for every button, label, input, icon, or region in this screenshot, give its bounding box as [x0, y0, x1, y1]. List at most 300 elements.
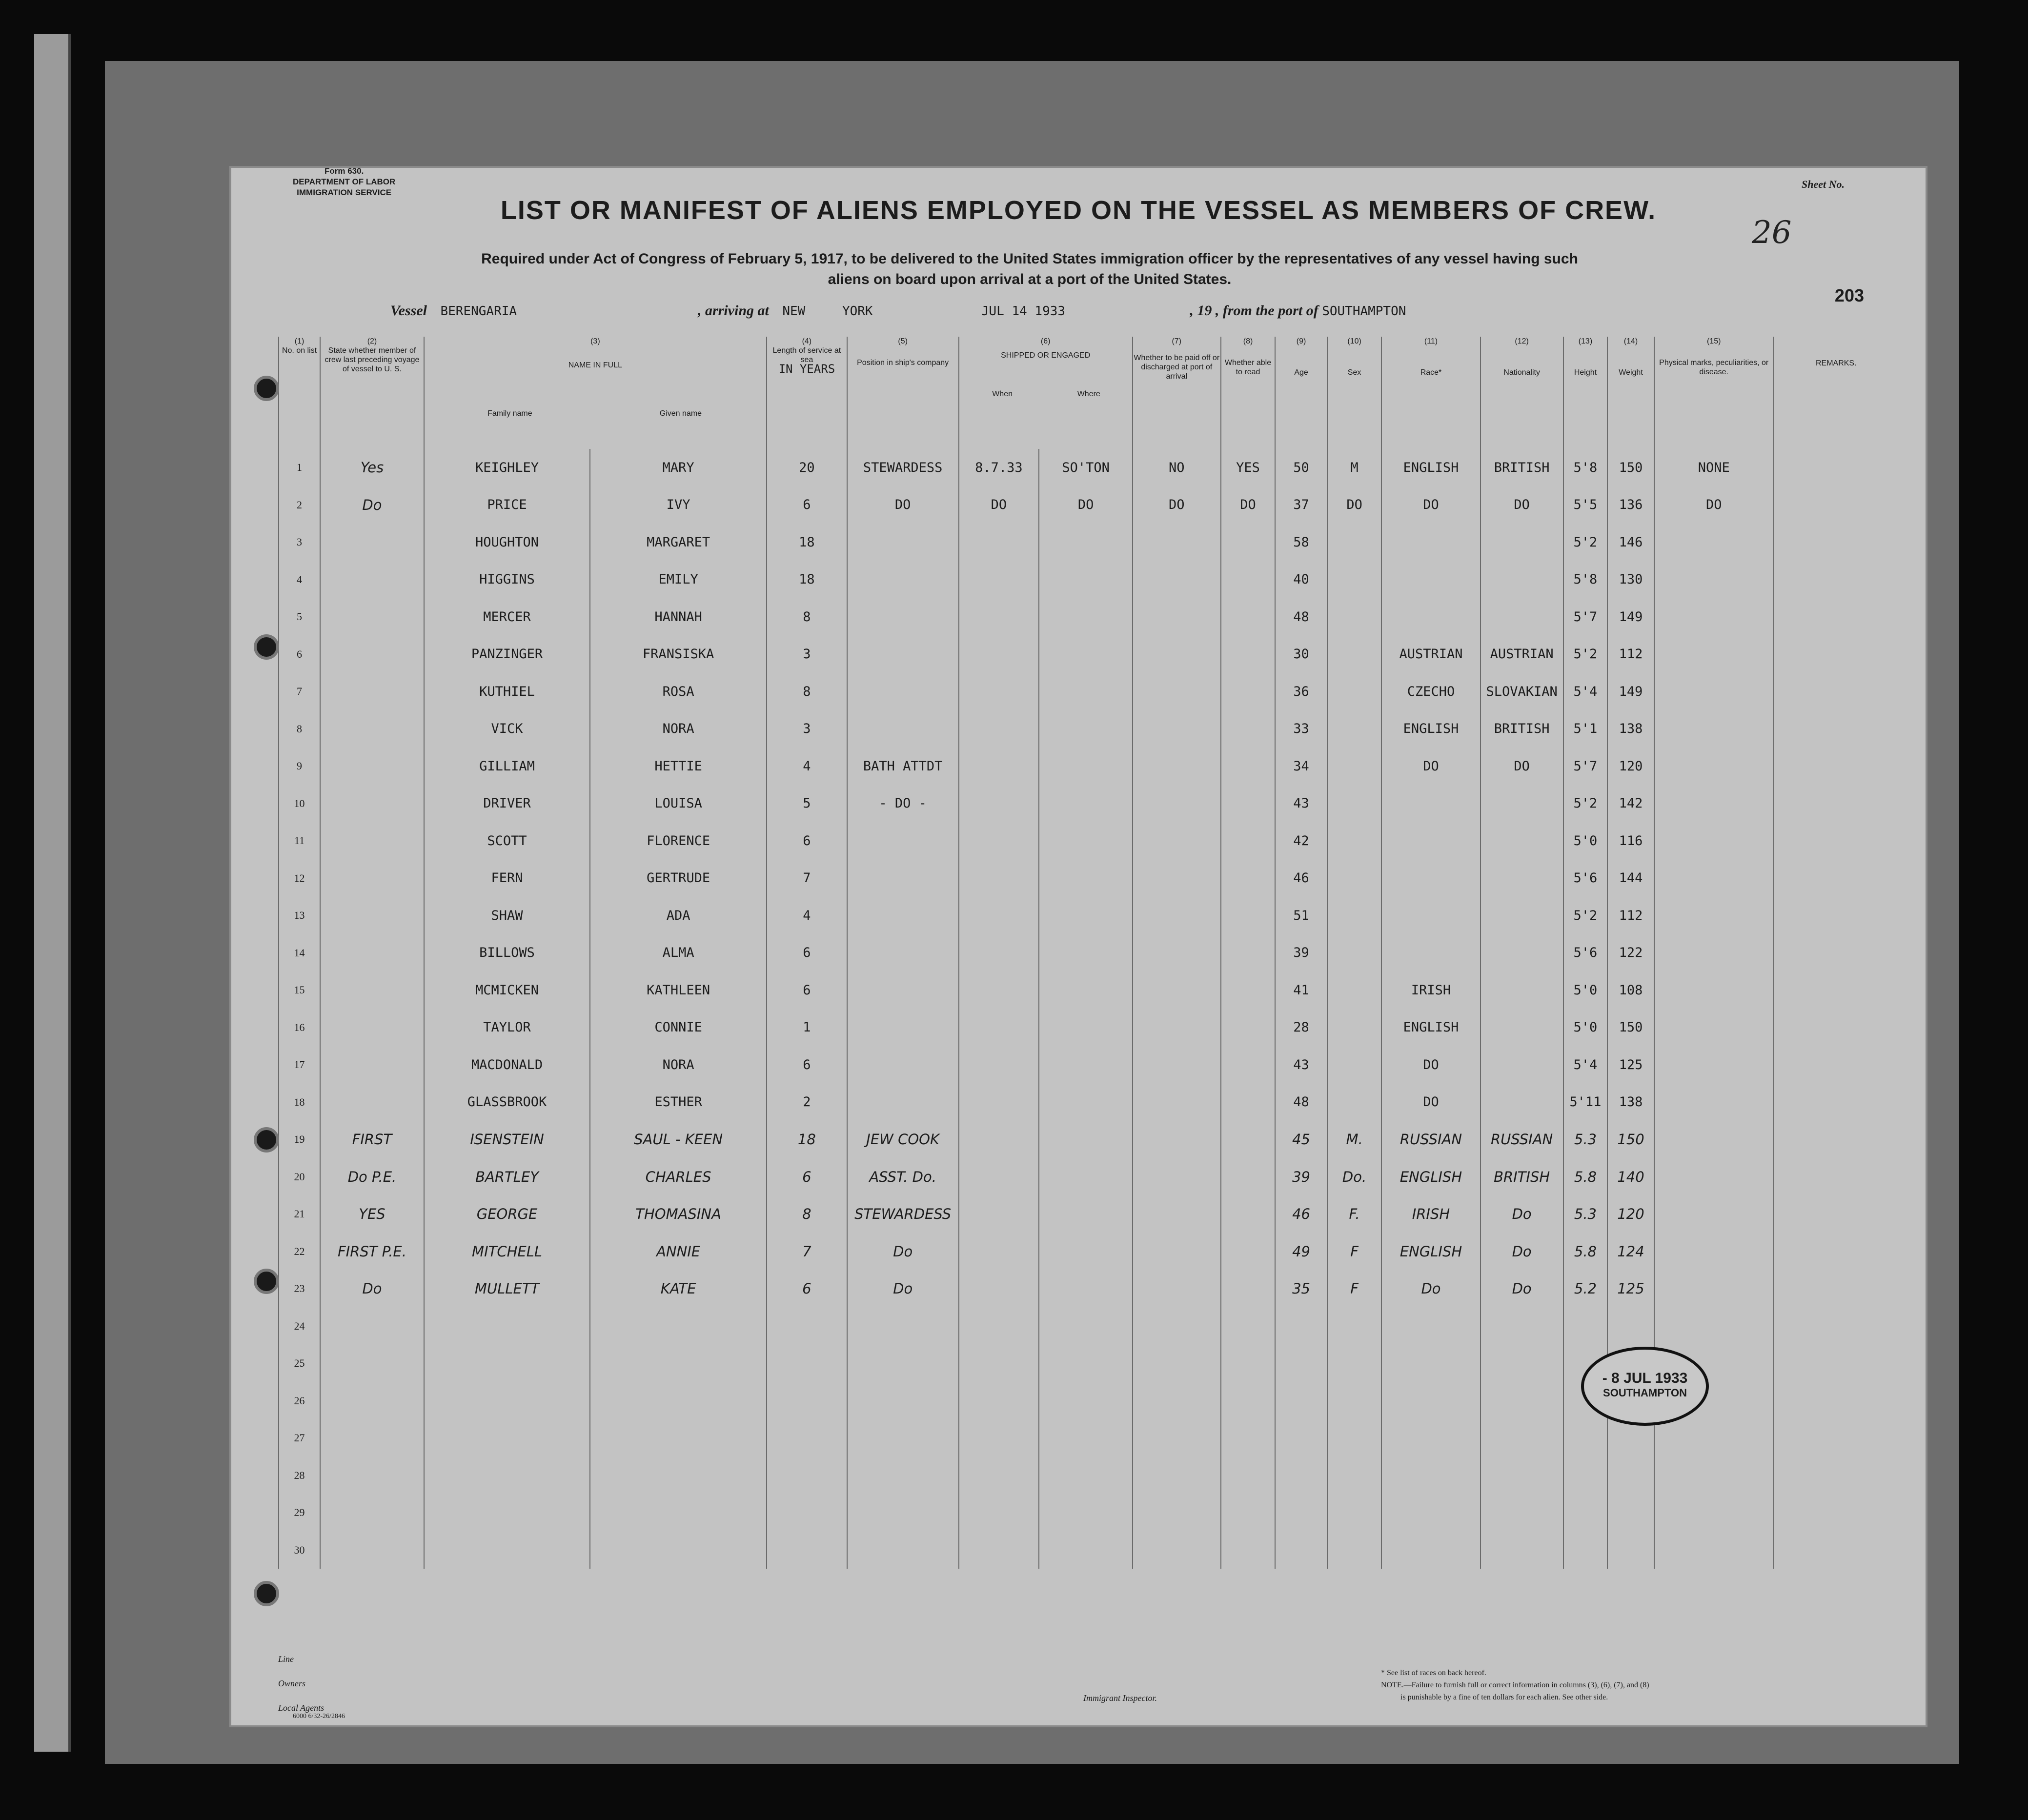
length-of-service-cell: [767, 1494, 847, 1532]
physical-marks-cell: [1654, 971, 1774, 1009]
length-of-service-cell: 1: [767, 1009, 847, 1047]
able-to-read-cell: [1221, 561, 1276, 599]
note-penalty-1: NOTE.—Failure to furnish full or correct information in columns (3), (6), (7), and (8): [1381, 1681, 1649, 1689]
given-name-cell: [590, 1457, 767, 1495]
physical-marks-cell: [1654, 524, 1774, 561]
remarks-cell: [1774, 1457, 1898, 1495]
shipped-where-cell: [1039, 1084, 1132, 1121]
remarks-cell: [1774, 1382, 1898, 1420]
length-of-service-cell: 7: [767, 1233, 847, 1271]
position-cell: [847, 673, 959, 710]
family-name-cell: MCMICKEN: [424, 971, 590, 1009]
weight-cell: 120: [1607, 1195, 1654, 1233]
given-name-cell: FRANSISKA: [590, 636, 767, 673]
weight-cell: 150: [1607, 1121, 1654, 1158]
weight-cell: [1607, 1532, 1654, 1569]
shipped-when-cell: [959, 1158, 1039, 1196]
paid-off-cell: [1133, 860, 1221, 897]
shipped-when-cell: [959, 822, 1039, 860]
family-name-cell: [424, 1494, 590, 1532]
punch-hole: [254, 376, 279, 401]
remarks-cell: [1774, 598, 1898, 636]
punch-hole: [254, 634, 279, 660]
length-of-service-cell: 6: [767, 486, 847, 524]
previous-voyage-cell: [320, 561, 424, 599]
height-cell: 5'4: [1563, 673, 1607, 710]
family-name-cell: HOUGHTON: [424, 524, 590, 561]
height-cell: 5'4: [1563, 1046, 1607, 1084]
length-of-service-cell: [767, 1532, 847, 1569]
nationality-cell: SLOVAKIAN: [1480, 673, 1563, 710]
row-number-cell: 6: [279, 636, 320, 673]
sex-cell: [1327, 860, 1382, 897]
given-name-cell: [590, 1308, 767, 1345]
remarks-cell: [1774, 1046, 1898, 1084]
shipped-where-cell: [1039, 1009, 1132, 1047]
paid-off-cell: [1133, 1270, 1221, 1308]
physical-marks-cell: [1654, 785, 1774, 823]
header-weight: (14) Weight: [1607, 337, 1654, 449]
able-to-read-cell: [1221, 1345, 1276, 1382]
race-cell: DO: [1381, 1084, 1480, 1121]
manifest-sheet: [229, 166, 1927, 1727]
age-cell: 33: [1275, 710, 1327, 748]
able-to-read-cell: DO: [1221, 486, 1276, 524]
family-name-cell: MULLETT: [424, 1270, 590, 1308]
header-race: (11) Race*: [1381, 337, 1480, 449]
given-name-cell: SAUL - KEEN: [590, 1121, 767, 1158]
shipped-where-cell: [1039, 1382, 1132, 1420]
able-to-read-cell: [1221, 1494, 1276, 1532]
table-row: [279, 1009, 1898, 1047]
table-row: [279, 1270, 1898, 1308]
remarks-cell: [1774, 822, 1898, 860]
position-cell: JEW COOK: [847, 1121, 959, 1158]
position-cell: Do: [847, 1270, 959, 1308]
nationality-cell: [1480, 1532, 1563, 1569]
sex-cell: [1327, 785, 1382, 823]
row-number-cell: 9: [279, 748, 320, 785]
age-cell: 46: [1275, 860, 1327, 897]
previous-voyage-cell: [320, 524, 424, 561]
length-of-service-cell: 18: [767, 1121, 847, 1158]
nationality-cell: [1480, 1009, 1563, 1047]
family-name-cell: FERN: [424, 860, 590, 897]
punch-hole: [254, 1581, 279, 1606]
sex-cell: [1327, 1046, 1382, 1084]
weight-cell: 149: [1607, 673, 1654, 710]
remarks-cell: [1774, 561, 1898, 599]
family-name-cell: GILLIAM: [424, 748, 590, 785]
row-number-cell: 1: [279, 449, 320, 486]
paid-off-cell: [1133, 673, 1221, 710]
table-row: [279, 598, 1898, 636]
handwritten-sheet-number: 26: [1752, 215, 1792, 251]
table-row: [279, 524, 1898, 561]
height-cell: 5'8: [1563, 561, 1607, 599]
age-cell: 45: [1275, 1121, 1327, 1158]
race-cell: CZECHO: [1381, 673, 1480, 710]
able-to-read-cell: [1221, 860, 1276, 897]
age-cell: 39: [1275, 934, 1327, 972]
position-cell: [847, 598, 959, 636]
header-position: (5) Position in ship's company: [847, 337, 959, 449]
previous-voyage-cell: Do: [320, 486, 424, 524]
race-cell: [1381, 1494, 1480, 1532]
age-cell: [1275, 1494, 1327, 1532]
physical-marks-cell: [1654, 822, 1774, 860]
table-row: [279, 1158, 1898, 1196]
race-cell: [1381, 860, 1480, 897]
remarks-cell: [1774, 1419, 1898, 1457]
given-name-cell: HETTIE: [590, 748, 767, 785]
height-cell: [1563, 1308, 1607, 1345]
table-row: [279, 1457, 1898, 1495]
previous-voyage-cell: [320, 673, 424, 710]
arriving-label: , arriving at: [698, 303, 769, 319]
length-of-service-cell: 6: [767, 971, 847, 1009]
sex-cell: [1327, 1532, 1382, 1569]
length-of-service-cell: 20: [767, 449, 847, 486]
length-of-service-cell: 6: [767, 1270, 847, 1308]
shipped-where-cell: [1039, 1494, 1132, 1532]
shipped-when-cell: [959, 1046, 1039, 1084]
given-name-cell: MARY: [590, 449, 767, 486]
nationality-cell: RUSSIAN: [1480, 1121, 1563, 1158]
position-cell: [847, 1494, 959, 1532]
sex-cell: Do.: [1327, 1158, 1382, 1196]
row-number-cell: 10: [279, 785, 320, 823]
race-cell: ENGLISH: [1381, 1009, 1480, 1047]
row-number-cell: 20: [279, 1158, 320, 1196]
table-row: [279, 822, 1898, 860]
arrival-date-stamp: JUL 14 1933: [981, 304, 1066, 319]
physical-marks-cell: [1654, 897, 1774, 934]
given-name-cell: GERTRUDE: [590, 860, 767, 897]
length-of-service-cell: [767, 1345, 847, 1382]
nationality-cell: [1480, 860, 1563, 897]
remarks-cell: [1774, 524, 1898, 561]
weight-cell: 149: [1607, 598, 1654, 636]
family-name-cell: [424, 1382, 590, 1420]
height-cell: 5'0: [1563, 971, 1607, 1009]
length-of-service-cell: 6: [767, 1158, 847, 1196]
able-to-read-cell: [1221, 1009, 1276, 1047]
paid-off-cell: [1133, 1046, 1221, 1084]
remarks-cell: [1774, 1494, 1898, 1532]
height-cell: 5'6: [1563, 860, 1607, 897]
able-to-read-cell: [1221, 673, 1276, 710]
position-cell: DO: [847, 486, 959, 524]
table-row: [279, 449, 1898, 486]
table-row: [279, 1494, 1898, 1532]
nationality-cell: [1480, 1046, 1563, 1084]
sex-cell: [1327, 524, 1382, 561]
able-to-read-cell: [1221, 1532, 1276, 1569]
shipped-where-cell: [1039, 822, 1132, 860]
age-cell: 43: [1275, 1046, 1327, 1084]
previous-voyage-cell: [320, 860, 424, 897]
sex-cell: [1327, 710, 1382, 748]
remarks-cell: [1774, 1308, 1898, 1345]
weight-cell: 112: [1607, 636, 1654, 673]
previous-voyage-cell: Do: [320, 1270, 424, 1308]
shipped-where-cell: [1039, 598, 1132, 636]
from-port-label: , from the port of: [1215, 303, 1318, 319]
position-cell: [847, 897, 959, 934]
table-row: [279, 673, 1898, 710]
paid-off-cell: [1133, 1233, 1221, 1271]
row-number-cell: 17: [279, 1046, 320, 1084]
age-cell: 48: [1275, 1084, 1327, 1121]
paid-off-cell: [1133, 1419, 1221, 1457]
remarks-cell: [1774, 1233, 1898, 1271]
nationality-cell: [1480, 1457, 1563, 1495]
previous-voyage-cell: [320, 971, 424, 1009]
row-number-cell: 24: [279, 1308, 320, 1345]
family-name-cell: ISENSTEIN: [424, 1121, 590, 1158]
length-of-service-cell: 18: [767, 524, 847, 561]
race-cell: [1381, 561, 1480, 599]
height-cell: 5'0: [1563, 822, 1607, 860]
row-number-cell: 30: [279, 1532, 320, 1569]
previous-voyage-cell: [320, 785, 424, 823]
position-cell: ASST. Do.: [847, 1158, 959, 1196]
weight-cell: [1607, 1457, 1654, 1495]
family-name-cell: [424, 1308, 590, 1345]
shipped-when-cell: 8.7.33: [959, 449, 1039, 486]
shipped-when-cell: [959, 1308, 1039, 1345]
height-cell: [1563, 1419, 1607, 1457]
family-name-cell: HIGGINS: [424, 561, 590, 599]
race-cell: [1381, 934, 1480, 972]
sex-cell: [1327, 598, 1382, 636]
vessel-line: [390, 303, 1406, 319]
race-cell: ENGLISH: [1381, 449, 1480, 486]
table-row: [279, 710, 1898, 748]
previous-voyage-cell: [320, 1084, 424, 1121]
age-cell: 51: [1275, 897, 1327, 934]
given-name-cell: [590, 1345, 767, 1382]
height-cell: 5'5: [1563, 486, 1607, 524]
nationality-cell: [1480, 1084, 1563, 1121]
able-to-read-cell: [1221, 1419, 1276, 1457]
table-row: [279, 561, 1898, 599]
race-cell: DO: [1381, 486, 1480, 524]
physical-marks-cell: [1654, 748, 1774, 785]
race-cell: IRISH: [1381, 971, 1480, 1009]
table-row: [279, 785, 1898, 823]
shipped-where-cell: [1039, 934, 1132, 972]
race-cell: [1381, 1382, 1480, 1420]
vessel-label: Vessel: [390, 303, 427, 319]
sex-cell: [1327, 561, 1382, 599]
row-number-cell: 16: [279, 1009, 320, 1047]
physical-marks-cell: [1654, 1270, 1774, 1308]
sex-cell: [1327, 1084, 1382, 1121]
shipped-when-cell: DO: [959, 486, 1039, 524]
shipped-when-cell: [959, 860, 1039, 897]
nationality-cell: BRITISH: [1480, 449, 1563, 486]
remarks-cell: [1774, 1532, 1898, 1569]
physical-marks-cell: DO: [1654, 486, 1774, 524]
previous-voyage-cell: [320, 636, 424, 673]
table-row: [279, 1046, 1898, 1084]
remarks-cell: [1774, 1195, 1898, 1233]
sex-cell: [1327, 673, 1382, 710]
paid-off-cell: [1133, 710, 1221, 748]
physical-marks-cell: [1654, 636, 1774, 673]
physical-marks-cell: [1654, 1084, 1774, 1121]
able-to-read-cell: [1221, 598, 1276, 636]
able-to-read-cell: [1221, 1046, 1276, 1084]
position-cell: [847, 636, 959, 673]
shipped-where-cell: [1039, 1046, 1132, 1084]
able-to-read-cell: [1221, 748, 1276, 785]
race-cell: [1381, 1345, 1480, 1382]
form-department: DEPARTMENT OF LABOR: [293, 177, 396, 186]
position-cell: [847, 1046, 959, 1084]
previous-voyage-cell: [320, 1308, 424, 1345]
shipped-where-cell: [1039, 860, 1132, 897]
table-row: [279, 1121, 1898, 1158]
immigrant-inspector-label: Immigrant Inspector.: [1083, 1693, 1157, 1703]
length-of-service-cell: 3: [767, 710, 847, 748]
shipped-when-cell: [959, 1494, 1039, 1532]
given-name-cell: ALMA: [590, 934, 767, 972]
position-cell: [847, 1308, 959, 1345]
family-name-cell: PANZINGER: [424, 636, 590, 673]
shipped-when-cell: [959, 1457, 1039, 1495]
remarks-cell: [1774, 636, 1898, 673]
header-age: (9) Age: [1275, 337, 1327, 449]
sex-cell: [1327, 897, 1382, 934]
nationality-cell: [1480, 1345, 1563, 1382]
family-name-cell: [424, 1532, 590, 1569]
row-number-cell: 15: [279, 971, 320, 1009]
footer-print-code: 6000 6/32-26/2846: [293, 1713, 345, 1720]
nationality-cell: DO: [1480, 748, 1563, 785]
previous-voyage-cell: [320, 1419, 424, 1457]
remarks-cell: [1774, 971, 1898, 1009]
year-label: , 19: [1190, 303, 1212, 319]
paid-off-cell: [1133, 598, 1221, 636]
height-cell: 5'7: [1563, 598, 1607, 636]
position-cell: [847, 934, 959, 972]
header-paid-off: (7) Whether to be paid off or discharged at port of arrival: [1133, 337, 1221, 449]
family-name-cell: [424, 1419, 590, 1457]
paid-off-cell: [1133, 897, 1221, 934]
age-cell: 28: [1275, 1009, 1327, 1047]
shipped-when-cell: [959, 785, 1039, 823]
table-row: [279, 897, 1898, 934]
table-row: [279, 1532, 1898, 1569]
race-cell: [1381, 598, 1480, 636]
row-number-cell: 2: [279, 486, 320, 524]
length-of-service-cell: 6: [767, 1046, 847, 1084]
able-to-read-cell: [1221, 934, 1276, 972]
position-cell: [847, 860, 959, 897]
shipped-where-cell: [1039, 1532, 1132, 1569]
previous-voyage-cell: [320, 897, 424, 934]
able-to-read-cell: [1221, 524, 1276, 561]
age-cell: 34: [1275, 748, 1327, 785]
able-to-read-cell: [1221, 822, 1276, 860]
shipped-where-cell: DO: [1039, 486, 1132, 524]
height-cell: 5'7: [1563, 748, 1607, 785]
age-cell: 42: [1275, 822, 1327, 860]
physical-marks-cell: [1654, 1009, 1774, 1047]
weight-cell: 146: [1607, 524, 1654, 561]
race-cell: DO: [1381, 748, 1480, 785]
page-subtitle: [366, 249, 1693, 290]
table-header: [279, 337, 1898, 449]
shipped-when-cell: [959, 598, 1039, 636]
age-cell: [1275, 1382, 1327, 1420]
header-no: (1) No. on list: [279, 337, 320, 449]
table-row: [279, 636, 1898, 673]
age-cell: [1275, 1457, 1327, 1495]
remarks-cell: [1774, 1158, 1898, 1196]
weight-cell: 122: [1607, 934, 1654, 972]
nationality-cell: [1480, 822, 1563, 860]
length-of-service-cell: 6: [767, 822, 847, 860]
able-to-read-cell: [1221, 1158, 1276, 1196]
physical-marks-cell: [1654, 1494, 1774, 1532]
header-physical-marks: (15) Physical marks, peculiarities, or disease.: [1654, 337, 1774, 449]
family-name-cell: VICK: [424, 710, 590, 748]
remarks-cell: [1774, 860, 1898, 897]
shipped-when-cell: [959, 1195, 1039, 1233]
table-row: [279, 1308, 1898, 1345]
length-of-service-cell: 18: [767, 561, 847, 599]
paid-off-cell: [1133, 1494, 1221, 1532]
race-cell: [1381, 822, 1480, 860]
table-row: [279, 934, 1898, 972]
previous-voyage-cell: [320, 1009, 424, 1047]
nationality-cell: [1480, 1419, 1563, 1457]
shipped-when-cell: [959, 524, 1039, 561]
header-nationality: (12) Nationality: [1480, 337, 1563, 449]
physical-marks-cell: [1654, 1121, 1774, 1158]
paid-off-cell: [1133, 636, 1221, 673]
paid-off-cell: [1133, 1158, 1221, 1196]
given-name-cell: EMILY: [590, 561, 767, 599]
position-cell: [847, 1382, 959, 1420]
previous-voyage-cell: [320, 748, 424, 785]
shipped-where-cell: [1039, 748, 1132, 785]
row-number-cell: 28: [279, 1457, 320, 1495]
row-number-cell: 5: [279, 598, 320, 636]
given-name-cell: ADA: [590, 897, 767, 934]
paid-off-cell: [1133, 1195, 1221, 1233]
shipped-when-cell: [959, 1233, 1039, 1271]
form-identifier: [293, 166, 395, 198]
age-cell: 50: [1275, 449, 1327, 486]
remarks-cell: [1774, 1270, 1898, 1308]
paid-off-cell: NO: [1133, 449, 1221, 486]
position-cell: STEWARDESS: [847, 1195, 959, 1233]
printed-sheet-number: 203: [1834, 285, 1864, 305]
length-of-service-cell: 4: [767, 748, 847, 785]
nationality-cell: [1480, 524, 1563, 561]
weight-cell: 125: [1607, 1270, 1654, 1308]
paid-off-cell: [1133, 1009, 1221, 1047]
height-cell: 5'6: [1563, 934, 1607, 972]
header-height: (13) Height: [1563, 337, 1607, 449]
weight-cell: 144: [1607, 860, 1654, 897]
previous-voyage-cell: Do P.E.: [320, 1158, 424, 1196]
